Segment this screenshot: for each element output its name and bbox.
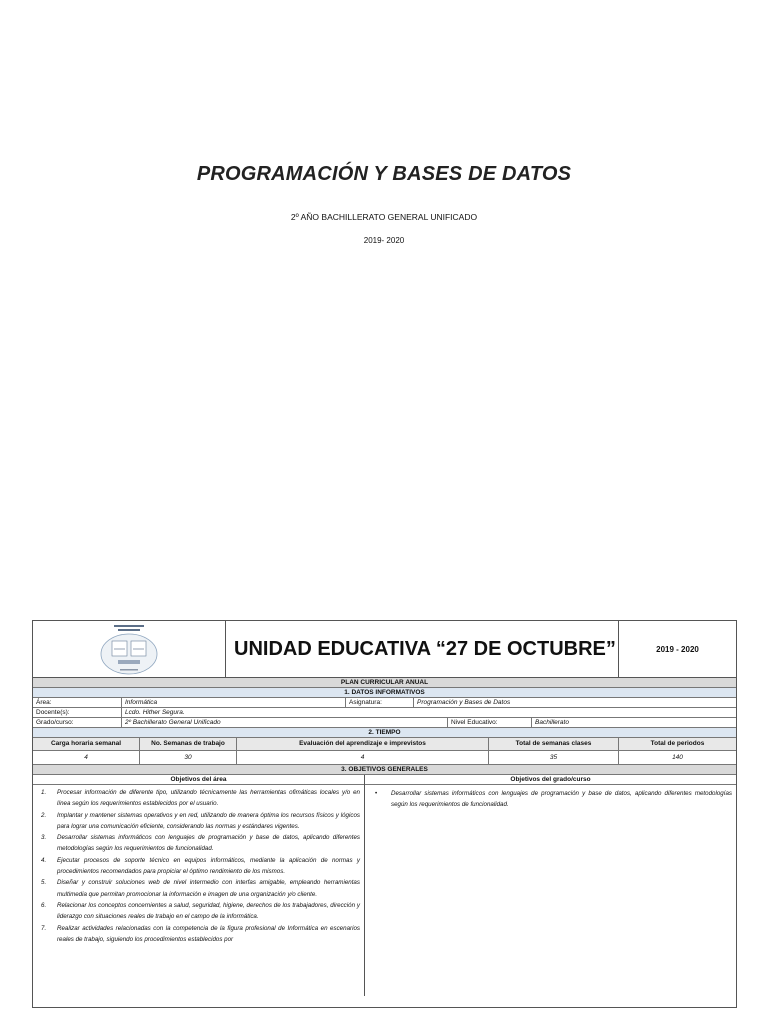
- objective-line: ofimáticas locales y/o en línea según los requerimientos establecidos por el usuario.: [57, 789, 360, 808]
- objective-marker: 6.: [41, 901, 47, 909]
- time-value-cell: 4: [33, 751, 140, 764]
- curriculum-plan-table: [32, 620, 737, 1008]
- objective-item: [37, 787, 360, 810]
- time-values-row: [33, 751, 736, 765]
- objective-line: herramientas multimedia que permitan promocionar la información e imagen de una: [57, 879, 360, 898]
- objective-marker: 3.: [41, 834, 47, 842]
- header-year: 2019 - 2020: [656, 644, 699, 654]
- time-header-cell: Total de periodos: [650, 740, 705, 747]
- objective-line: Ejecutar procesos de soporte técnico en equipos informáticos, mediante la aplicación de: [57, 856, 328, 864]
- objective-item: [371, 788, 732, 810]
- objective-line: recursos físicos y lógicos para lograr una comunicación eficiente, considerando las normas: [57, 811, 360, 830]
- objective-marker: 4.: [41, 856, 47, 864]
- objective-line: informática.: [226, 913, 259, 921]
- objective-text: [57, 923, 360, 946]
- cover-subtitle: 2º AÑO BACHILLERATO GENERAL UNIFICADO: [290, 212, 478, 222]
- plan-title: PLAN CURRICULAR ANUAL: [33, 678, 736, 688]
- objective-text: [57, 855, 360, 878]
- objective-line: diferentes metodologías según los requerimientos de funcionalidad.: [391, 790, 732, 808]
- time-header-cell: No. Semanas de trabajo: [140, 738, 237, 750]
- objective-line: organización y/o cliente.: [250, 890, 318, 898]
- objective-marker: 7.: [41, 924, 47, 932]
- docente-value: Lcdo. Hither Segura.: [125, 709, 185, 716]
- info-row-grado: [33, 718, 736, 728]
- cover-year: 2019- 2020: [363, 236, 405, 245]
- objective-line: normas y procedimientos recomendados para propiciar el óptimo rendimiento de los: [57, 856, 360, 876]
- time-value-cell: 4: [237, 751, 489, 764]
- institution-name: UNIDAD EDUCATIVA “27 DE OCTUBRE”: [226, 621, 619, 677]
- time-value-cell: 140: [672, 754, 683, 761]
- docente-label: Docente(s):: [33, 708, 122, 717]
- objective-marker: 2.: [41, 811, 47, 819]
- objective-line: Informática en escenarios reales de trabajo, siguiendo los procedimientos establecidos por: [57, 924, 360, 943]
- time-value-cell: 35: [489, 751, 619, 764]
- objective-item: [37, 877, 360, 900]
- section-3-title: 3. OBJETIVOS GENERALES: [33, 765, 736, 775]
- grade-objectives-list: [365, 785, 736, 810]
- objective-item: [37, 855, 360, 878]
- info-row-area: [33, 698, 736, 708]
- objective-text: [57, 810, 360, 833]
- objective-line: Relacionar los conceptos concernientes a salud, seguridad, higiene, derechos de los: [57, 901, 291, 909]
- school-logo: [33, 621, 226, 677]
- objective-line: y estándares vigentes.: [237, 822, 300, 830]
- objective-item: [37, 832, 360, 855]
- time-header-cell: Total de semanas clases: [489, 738, 619, 750]
- grado-label: Grado/curso:: [33, 718, 122, 727]
- objective-marker: 5.: [41, 879, 47, 887]
- objectives-section: [33, 775, 736, 996]
- nivel-label: Nivel Educativo:: [448, 718, 532, 727]
- objective-line: Realizar actividades relacionadas con la competencia de la figura profesional de: [57, 924, 286, 932]
- section-1-title: 1. DATOS INFORMATIVOS: [33, 688, 736, 698]
- time-header-cell: Evaluación del aprendizaje e imprevistos: [237, 738, 489, 750]
- objective-line: mismos.: [262, 868, 286, 876]
- school-crest-icon: [94, 622, 164, 676]
- area-objectives-column: [33, 775, 365, 996]
- section-2-title: 2. TIEMPO: [33, 728, 736, 738]
- objective-text: [57, 832, 360, 855]
- objective-text: [57, 787, 360, 810]
- objective-line: Diseñar y construir soluciones web de nivel intermedio con interfas amigable, empleando: [57, 879, 321, 887]
- grade-objectives-column: [365, 775, 736, 996]
- info-row-docente: [33, 708, 736, 718]
- asignatura-value: Programación y Bases de Datos: [417, 699, 511, 706]
- objective-text: [57, 900, 360, 923]
- time-value-cell: 30: [140, 751, 237, 764]
- objective-item: [37, 810, 360, 833]
- time-header-row: [33, 738, 736, 751]
- area-label: Área:: [33, 698, 122, 707]
- asignatura-label: Asignatura:: [346, 698, 414, 707]
- time-header-cell: Carga horaria semanal: [33, 738, 140, 750]
- objective-line: trabajadores, dirección y liderazgo con situaciones reales de trabajo en el campo de la: [57, 901, 360, 921]
- objective-marker: 1.: [41, 789, 47, 796]
- objective-text: [57, 877, 360, 900]
- grado-value: 2º Bachillerato General Unificado: [122, 718, 448, 727]
- area-objectives-list: [33, 785, 364, 945]
- objective-marker: •: [375, 790, 378, 797]
- grade-objectives-header: Objetivos del grado/curso: [365, 775, 736, 785]
- objective-item: [37, 900, 360, 923]
- objective-line: Implantar y mantener sistemas operativos y en red, utilizando de manera óptima los: [57, 811, 289, 819]
- objective-text: [391, 788, 732, 810]
- objective-line: Desarrollar sistemas informáticos con lenguajes de programación y base de datos,: [57, 834, 300, 842]
- document-header: [33, 621, 736, 678]
- objective-line: Desarrollar sistemas informáticos con lenguajes de programación y base de datos, aplicando: [391, 790, 662, 797]
- objective-line: Procesar información de diferente tipo, utilizando técnicamente las herramientas: [57, 789, 287, 796]
- area-value: Informática: [122, 698, 346, 707]
- nivel-value: Bachillerato: [535, 719, 569, 726]
- objective-item: [37, 923, 360, 946]
- cover-title: PROGRAMACIÓN Y BASES DE DATOS: [196, 163, 572, 185]
- objective-line: aplicando diferentes metodologías según los requerimientos de funcionalidad.: [57, 834, 360, 853]
- area-objectives-header: Objetivos del área: [33, 775, 364, 785]
